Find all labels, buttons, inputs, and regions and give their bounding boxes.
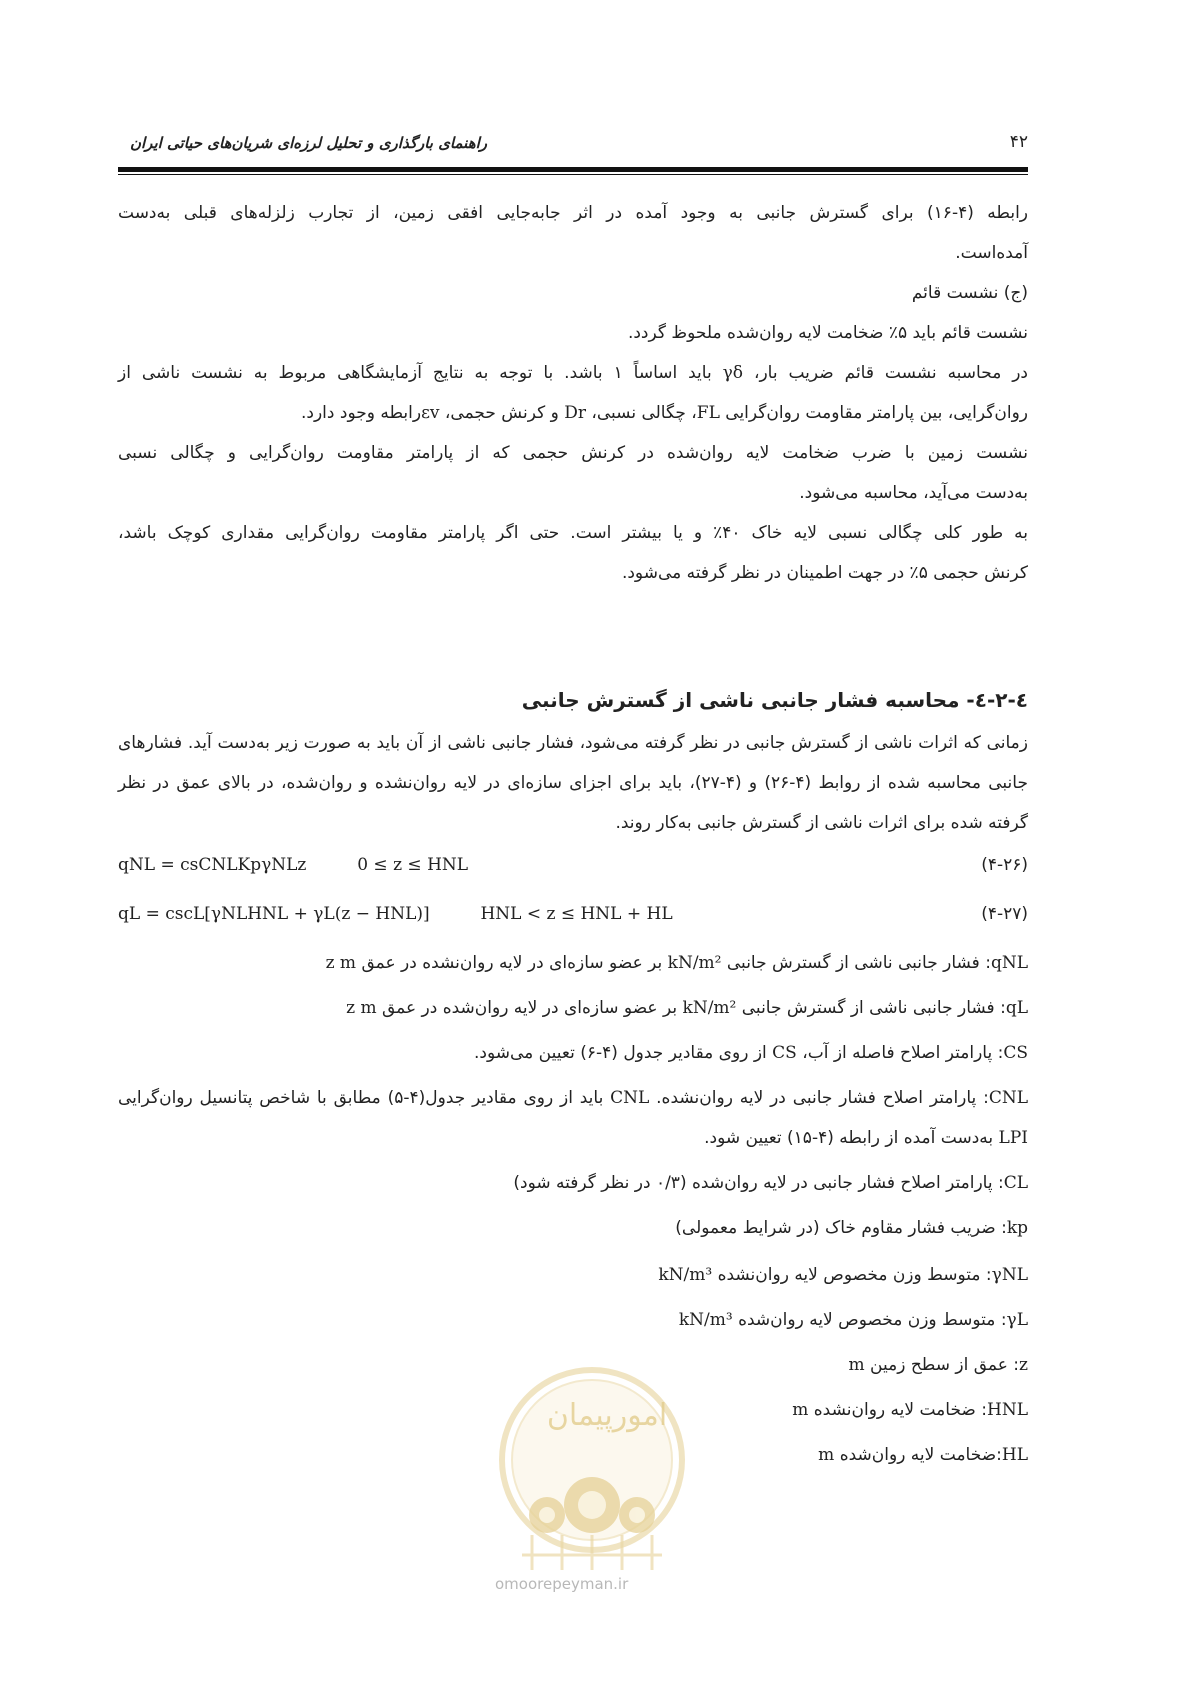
paragraph-line: نشست زمین با ضرب ضخامت لایه روان‌شده در کرنش حجمی که از پارامتر مقاومت روان‌گرایی و چگالی نسبی [118, 443, 1028, 463]
text-run: : پارامتر اصلاح فاصله از آب، [802, 1043, 1004, 1063]
paragraph-line [118, 360, 1028, 386]
definition-CL [513, 1170, 1028, 1196]
text-run: : عمق از سطح زمین [870, 1355, 1020, 1375]
text-run: رابطه وجود دارد. [301, 403, 422, 423]
symbol-FL: FL [696, 403, 720, 423]
unit: kN/m² [667, 953, 722, 973]
symbol: CNL [988, 1088, 1029, 1108]
text-run: : پارامتر اصلاح فشار جانبی در لایه روان‌نشده. [656, 1088, 989, 1108]
text-run: : فشار جانبی ناشی از گسترش جانبی [741, 998, 1006, 1018]
page-number: ۴۲ [1009, 132, 1028, 152]
unit: z m [346, 998, 377, 1018]
definition-kp [675, 1215, 1028, 1241]
text-run: : ضخامت لایه روان‌نشده [813, 1400, 987, 1420]
symbol: γNL [991, 1265, 1028, 1285]
page-header [118, 128, 1028, 168]
text-run: به‌دست آمده از رابطه (۴-۱۵) تعیین شود. [704, 1128, 994, 1148]
watermark-logo-text: امورپیمان [546, 1398, 668, 1433]
paragraph-line: گرفته شده برای اثرات ناشی از گسترش جانبی به‌کار روند. [615, 813, 1028, 833]
symbol-LPI: LPI [998, 1128, 1028, 1148]
symbol: CS [1003, 1043, 1028, 1063]
unit: m [792, 1400, 809, 1420]
header-rule-thick [118, 167, 1028, 172]
definition-gamma-NL [658, 1262, 1028, 1288]
paragraph-line: جانبی محاسبه شده از روابط (۴-۲۶) و (۴-۲۷)، باید برای اجزای سازه‌ای در لایه روان‌نشده و روان‌شده، در بالای عمق در نظر [118, 773, 1028, 793]
text-run: : فشار جانبی ناشی از گسترش جانبی [726, 953, 991, 973]
running-title: راهنمای بارگذاری و تحلیل لرزه‌ای شریان‌های حیاتی ایران [130, 134, 488, 152]
definition-HNL [792, 1397, 1028, 1423]
header-rule-thin [118, 174, 1028, 175]
definition-HL [818, 1442, 1028, 1468]
watermark-logo-icon [492, 1355, 692, 1605]
text-run: ، چگالی نسبی، [591, 403, 697, 423]
watermark-url: omoorepeyman.ir [495, 1575, 629, 1593]
unit: kN/m³ [678, 1310, 733, 1330]
paragraph-line [301, 400, 1028, 426]
definition-qNL [326, 950, 1028, 976]
definition-qL [346, 995, 1028, 1021]
symbol: CS [772, 1043, 797, 1063]
equation-26 [118, 855, 468, 875]
equation-lhs: qNL = csCNLKpγNLz [118, 855, 307, 875]
equation-condition: HNL < z ≤ HNL + HL [480, 904, 673, 924]
text-run: روان‌گرایی، بین پارامتر مقاومت روان‌گرایی [725, 403, 1028, 423]
paragraph-line: کرنش حجمی ۵٪ در جهت اطمینان در نظر گرفته می‌شود. [621, 563, 1028, 583]
text-run: : متوسط وزن مخصوص لایه روان‌شده [738, 1310, 1007, 1330]
unit: m [818, 1445, 835, 1465]
unit: kN/m² [682, 998, 737, 1018]
text-run: : پارامتر اصلاح فشار جانبی در لایه روان‌شده (۰/۳ در نظر گرفته شود) [513, 1173, 1004, 1193]
paragraph-line: نشست قائم باید ۵٪ ضخامت لایه روان‌شده ملحوظ گردد. [627, 323, 1028, 343]
symbol: HNL [987, 1400, 1028, 1420]
symbol: qL [1005, 998, 1028, 1018]
symbol: CL [1003, 1173, 1028, 1193]
text-run: بر عضو سازه‌ای در لایه روان‌شده در عمق [381, 998, 678, 1018]
symbol: kp [1006, 1218, 1028, 1238]
text-run: بر عضو سازه‌ای در لایه روان‌نشده در عمق [361, 953, 663, 973]
text-run: باید از روی مقادیر جدول(۴-۵) مطابق با شاخص پتانسیل روان‌گرایی [118, 1088, 604, 1108]
text-run: از روی مقادیر جدول (۴-۶) تعیین می‌شود. [474, 1043, 767, 1063]
equation-number: (۴-۲۷) [981, 904, 1028, 924]
unit: kN/m³ [658, 1265, 713, 1285]
symbol-Dr: Dr [564, 403, 586, 423]
symbol: HL [1001, 1445, 1028, 1465]
text-run: در محاسبه نشست قائم ضریب بار، [753, 363, 1029, 383]
symbol-gamma-delta: γδ [722, 363, 744, 383]
equation-27 [118, 904, 673, 924]
symbol: CNL [610, 1088, 650, 1108]
section-heading: ٤-٢-٤- محاسبه فشار جانبی ناشی از گسترش جانبی [521, 688, 1028, 712]
definition-z [849, 1352, 1028, 1378]
paragraph-line: به‌دست می‌آید، محاسبه می‌شود. [799, 483, 1028, 503]
equation-lhs: qL = cscL[γNLHNL + γL(z − HNL)] [118, 904, 430, 924]
symbol: qNL [990, 953, 1028, 973]
paragraph-line: به طور کلی چگالی نسبی لایه خاک ۴۰٪ و یا بیشتر است. حتی اگر پارامتر مقاومت روان‌گرایی مقداری کوچک باشد، [118, 523, 1029, 543]
text-run: : ضریب فشار مقاوم خاک (در شرایط معمولی) [675, 1218, 1007, 1238]
text-run: : متوسط وزن مخصوص لایه روان‌نشده [717, 1265, 992, 1285]
symbol: z [1019, 1355, 1028, 1375]
list-item-heading: (ج) نشست قائم [911, 283, 1028, 303]
equation-number: (۴-۲۶) [981, 855, 1028, 875]
paragraph-line: آمده‌است. [955, 243, 1028, 263]
unit: m [848, 1355, 865, 1375]
definition-CS [474, 1040, 1028, 1066]
definition-CNL-cont [118, 1125, 1028, 1151]
unit: z m [325, 953, 357, 973]
text-run: :ضخامت لایه روان‌شده [839, 1445, 1002, 1465]
text-run: و کرنش حجمی، [444, 403, 559, 423]
text-run: باید اساساً ۱ باشد. با توجه به نتایج آزمایشگاهی مربوط به نشست ناشی از [118, 363, 712, 383]
equation-condition: 0 ≤ z ≤ HNL [357, 855, 469, 875]
definition-CNL [118, 1085, 1028, 1111]
symbol-epsilon-v: εv [421, 403, 440, 423]
paragraph-line: زمانی که اثرات ناشی از گسترش جانبی در نظر گرفته می‌شود، فشار جانبی ناشی از آن باید به صورت زیر به‌دست آید. فشارهای [118, 733, 1028, 753]
definition-gamma-L [679, 1307, 1028, 1333]
paragraph-line: رابطه (۴-۱۶) برای گسترش جانبی به وجود آمده در اثر جابه‌جایی افقی زمین، از تجارب زلزله‌های قبلی به‌دست [118, 203, 1029, 223]
symbol: γL [1006, 1310, 1028, 1330]
